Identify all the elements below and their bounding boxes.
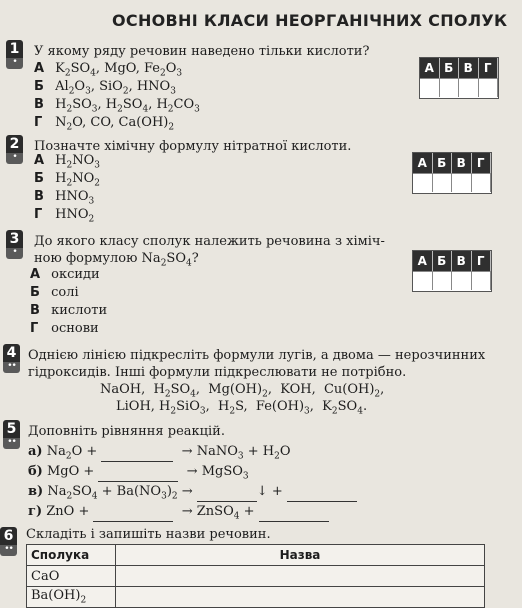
question-number-6: 6 [0, 527, 17, 545]
question-1-text: У якому ряду речовин наведено тільки кислоти? [34, 44, 370, 59]
question-number-2: 2 [6, 135, 23, 153]
question-number-5: 5 [3, 420, 20, 438]
table-row [27, 587, 485, 608]
table-row [27, 566, 485, 587]
question-2-text: Позначте хімічну формулу нітратної кислоти. [34, 139, 352, 154]
question-4-line-2: гідроксидів. Інші формули підкреслювати не потрібно. [28, 365, 407, 380]
name-answer-cell[interactable] [116, 566, 485, 587]
difficulty-dots-5: •• [3, 438, 20, 449]
answer-grid-2[interactable]: А Б В Г [412, 152, 492, 194]
answer-cell[interactable] [413, 271, 433, 290]
q2-option-d[interactable]: Г $HNO_2$ [34, 207, 95, 225]
answer-cell[interactable] [452, 271, 472, 290]
col-header-name: Назва [116, 545, 485, 566]
answer-cell[interactable] [472, 173, 492, 192]
q3-option-d[interactable]: Г основи [30, 321, 99, 336]
question-4-line-1: Однією лінією підкресліть формули лугів, а двома — нерозчинних [28, 348, 486, 363]
answer-grid-1[interactable]: А Б В Г [419, 57, 499, 99]
q3-option-a[interactable]: А оксиди [30, 267, 100, 282]
difficulty-dots-4: •• [3, 362, 20, 373]
question-5-text: Доповніть рівняння реакцій. [28, 424, 225, 439]
equation-a[interactable]: а) $Na_2O$ + → NaNO$_3$ + $H_2O$ [28, 444, 291, 462]
question-3-line-2: ною формулою $Na_2SO_4$? [34, 251, 199, 269]
formula-list-2[interactable]: LiOH, $H_2SiO_3$, $H_2S$, $Fe(OH)_3$, $K_2SO_4$. [116, 399, 368, 417]
compound-cell: CaO [27, 566, 116, 587]
difficulty-dots-1: • [6, 58, 23, 69]
answer-cell[interactable] [420, 78, 440, 97]
q1-option-c[interactable]: В $H_2SO_3$, $H_2SO_4$, $H_2CO_3$ [34, 97, 200, 115]
page-title: ОСНОВНІ КЛАСИ НЕОРГАНІЧНИХ СПОЛУК [112, 11, 508, 30]
answer-cell[interactable] [433, 173, 453, 192]
names-table [26, 544, 485, 608]
q3-option-c[interactable]: В кислоти [30, 303, 108, 318]
question-number-1: 1 [6, 40, 23, 58]
q1-option-b[interactable]: Б $Al_2O_3$, SiO$_2$, $HNO_3$ [34, 79, 176, 97]
q3-option-b[interactable]: Б солі [30, 285, 79, 300]
answer-cell[interactable] [440, 78, 460, 97]
q2-option-a[interactable]: А $H_2NO_3$ [34, 153, 100, 171]
equation-d[interactable]: г) ZnO + → ZnSO$_4$ + [28, 504, 329, 522]
difficulty-dots-3: • [6, 248, 23, 259]
question-3-line-1: До якого класу сполук належить речовина з хіміч- [34, 234, 385, 249]
question-6-text: Складіть і запишіть назви речовин. [26, 527, 271, 542]
q1-option-a[interactable]: А $K_2SO_4$, MgO, $Fe_2O_3$ [34, 61, 183, 79]
difficulty-dots-2: • [6, 153, 23, 164]
formula-list-1[interactable]: NaOH, $H_2SO_4$, $Mg(OH)_2$, KOH, $Cu(OH)_2$, [100, 382, 385, 400]
answer-grid-3[interactable]: А Б В Г [412, 250, 492, 292]
answer-cell[interactable] [433, 271, 453, 290]
equation-b[interactable]: б) MgO + → MgSO$_3$ [28, 464, 249, 482]
col-header-compound: Сполука [27, 545, 116, 566]
q2-option-c[interactable]: В $HNO_3$ [34, 189, 95, 207]
q2-option-b[interactable]: Б $H_2NO_2$ [34, 171, 100, 189]
answer-cell[interactable] [479, 78, 499, 97]
question-number-3: 3 [6, 230, 23, 248]
compound-cell: $Ba(OH)_2$ [27, 587, 116, 608]
answer-cell[interactable] [413, 173, 433, 192]
q1-option-d[interactable]: Г $N_2O$, CO, $Ca(OH)_2$ [34, 115, 175, 133]
difficulty-dots-6: •• [0, 545, 17, 556]
answer-cell[interactable] [452, 173, 472, 192]
answer-cell[interactable] [472, 271, 492, 290]
name-answer-cell[interactable] [116, 587, 485, 608]
equation-c[interactable]: в) $Na_2SO_4 + Ba(NO_3)_2$ → ↓ + [28, 484, 357, 502]
answer-cell[interactable] [459, 78, 479, 97]
question-number-4: 4 [3, 344, 20, 362]
